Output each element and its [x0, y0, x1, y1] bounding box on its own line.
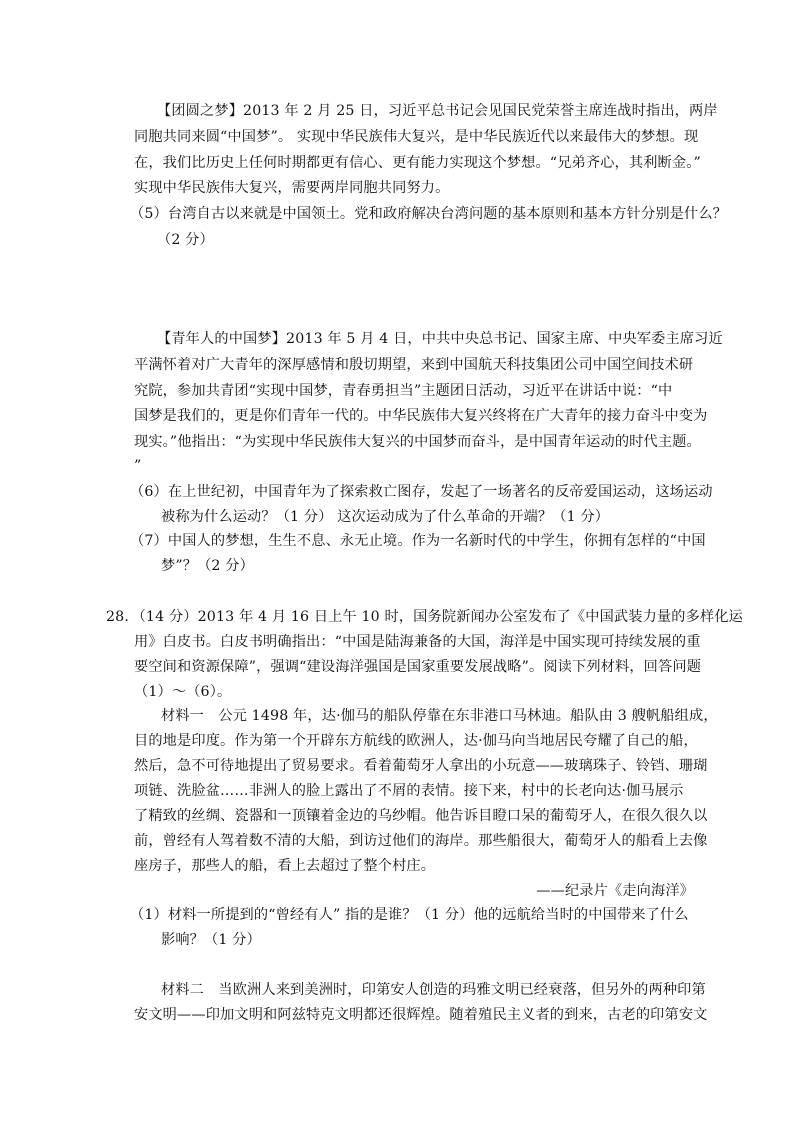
question-line: （6）在上世纪初，中国青年为了探索救亡图存，发起了一场著名的反帝爱国运动，这场运动: [130, 484, 713, 500]
question-line: （5）台湾自古以来就是中国领土。党和政府解决台湾问题的基本原则和基本方针分别是什么？: [130, 206, 728, 222]
material-line: 前，曾经有人驾着数不清的大船，到访过他们的海岸。那些船很大，葡萄牙人的船看上去像: [134, 833, 708, 849]
paragraph-line: 在，我们比历史上任何时期都更有信心、更有能力实现这个梦想。“兄弟齐心，其利断金。”: [134, 155, 701, 171]
material-line: 材料二 当欧洲人来到美洲时，印第安人创造的玛雅文明已经衰落，但另外的两种印第: [161, 982, 706, 998]
question-line: 要空间和资源保障”，强调“建设海洋强国是国家重要发展战略”。阅读下列材料，回答问题: [134, 659, 702, 675]
paragraph-line: 实现中华民族伟大复兴，需要两岸同胞共同努力。: [134, 180, 450, 196]
question-score: （2 分）: [157, 232, 214, 248]
paragraph-line: 国梦是我们的，更是你们青年一代的。中华民族伟大复兴终将在广大青年的接力奋斗中变为: [134, 408, 708, 424]
question-line: （1）材料一所提到的“曾经有人” 指的是谁？（1 分）他的远航给当时的中国带来了什么: [130, 907, 689, 923]
material-line: 然后，急不可待地提出了贸易要求。看着葡萄牙人拿出的小玩意——玻璃珠子、铃铛、珊瑚: [134, 758, 708, 774]
paragraph-line: 【青年人的中国梦】2013 年 5 月 4 日，中共中央总书记、国家主席、中央军委主席习近: [157, 331, 723, 347]
question-line: 28．（14 分）2013 年 4 月 16 日上午 10 时，国务院新闻办公室发布了《中国武装力量的多样化运: [106, 609, 743, 625]
paragraph-line: 现实。”他指出：“为实现中华民族伟大复兴的中国梦而奋斗，是中国青年运动的时代主题。: [134, 434, 701, 450]
paragraph-line: ”: [134, 458, 142, 474]
material-line: 安文明——印加文明和阿兹特克文明都还很辉煌。随着殖民主义者的到来，古老的印第安文: [134, 1007, 708, 1023]
question-line: 梦”？（2 分）: [161, 558, 254, 574]
material-line: 了精致的丝绸、瓷器和一顶镶着金边的乌纱帽。他告诉目瞪口呆的葡萄牙人，在很久很久以: [134, 808, 708, 824]
material-line: 材料一 公元 1498 年，达·伽马的船队停靠在东非港口马林迪。船队由 3 艘帆船组成，: [161, 708, 718, 724]
material-line: 目的地是印度。作为第一个开辟东方航线的欧洲人，达·伽马向当地居民夸耀了自己的船，: [134, 733, 698, 749]
material-line: 项链、洗脸盆……非洲人的脸上露出了不屑的表情。接下来，村中的长老向达·伽马展示: [134, 783, 684, 799]
question-line: 用》白皮书。白皮书明确指出：“中国是陆海兼备的大国，海洋是中国实现可持续发展的重: [134, 634, 701, 650]
paragraph-line: 究院，参加共青团“实现中国梦，青春勇担当”主题团日活动，习近平在讲话中说：“中: [134, 383, 673, 399]
paragraph-line: 同胞共同来圆“中国梦”。 实现中华民族伟大复兴，是中华民族近代以来最伟大的梦想。现: [134, 129, 699, 145]
paragraph-line: 【团圆之梦】2013 年 2 月 25 日，习近平总书记会见国民党荣誉主席连战时指出，两岸: [157, 103, 718, 119]
question-line: （1）～（6）。: [134, 684, 232, 700]
question-line: 影响？（1 分）: [161, 932, 261, 948]
question-line: 被称为什么运动？（1 分） 这次运动成为了什么革命的开端？（1 分）: [161, 509, 610, 525]
question-line: （7）中国人的梦想，生生不息、永无止境。作为一名新时代的中学生，你拥有怎样的“中国: [130, 533, 706, 549]
material-source: ——纪录片《走向海洋》: [536, 883, 694, 899]
material-line: 座房子，那些人的船，看上去超过了整个村庄。: [134, 858, 436, 874]
paragraph-line: 平满怀着对广大青年的深厚感情和殷切期望，来到中国航天科技集团公司中国空间技术研: [134, 357, 694, 373]
